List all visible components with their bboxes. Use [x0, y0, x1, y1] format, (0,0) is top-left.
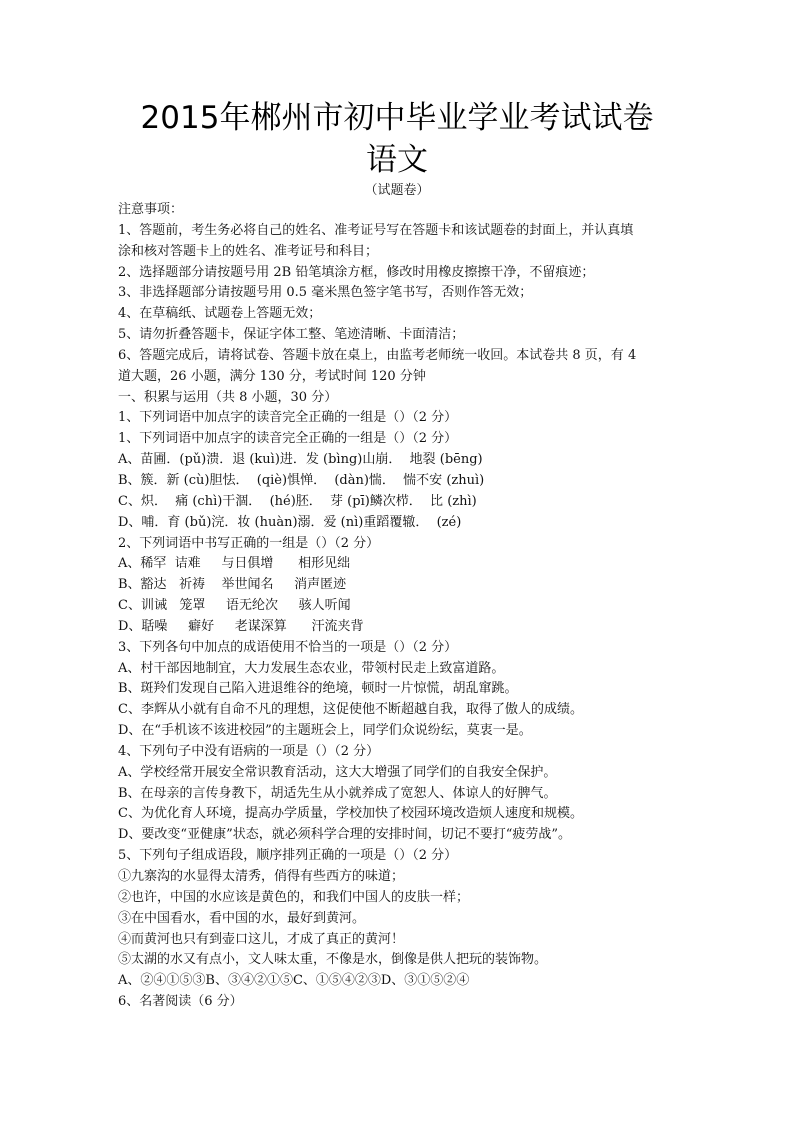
question-4-option-a: A、学校经常开展安全常识教育活动，这大大增强了同学们的自我安全保护。 — [118, 764, 557, 780]
section-heading: 一、积累与运用（共 8 小题，30 分） — [118, 389, 338, 405]
question-3-option-a: A、村干部因地制宜，大力发展生态农业，带领村民走上致富道路。 — [118, 660, 505, 676]
question-4-option-b: B、在母亲的言传身教下，胡适先生从小就养成了宽恕人、体谅人的好脾气。 — [118, 785, 557, 801]
paper-type-note: （试题卷） — [364, 183, 430, 198]
question-5-sentence-5: ⑤太湖的水又有点小，文人味太重，不像是水，倒像是供人把玩的装饰物。 — [118, 952, 548, 968]
question-4-option-c: C、为优化育人环境，提高办学质量，学校加快了校园环境改造烦人速度和规模。 — [118, 806, 583, 822]
question-5-stem: 5、下列句子组成语段，顺序排列正确的一项是（）（2 分） — [118, 848, 458, 864]
question-1-stem-repeat: 1、下列词语中加点字的读音完全正确的一组是（）（2 分） — [118, 431, 458, 447]
question-3-option-c: C、李辉从小就有自命不凡的理想，这促使他不断超越自我，取得了傲人的成绩。 — [118, 702, 583, 718]
notice-item-4: 4、在草稿纸、试题卷上答题无效； — [118, 306, 322, 322]
exam-content — [118, 200, 688, 1013]
notice-item-3: 3、非选择题部分请按题号用 0.5 毫米黑色签字笔书写，否则作答无效； — [118, 285, 533, 301]
question-5-sentence-2: ②也许，中国的水应该是黄色的，和我们中国人的皮肤一样； — [118, 889, 470, 905]
question-3-option-d: D、在“手机该不该进校园”的主题班会上，同学们众说纷纭，莫衷一是。 — [118, 723, 532, 739]
notice-item-1: 1、答题前，考生务必将自己的姓名、准考证号写在答题卡和该试题卷的封面上，并认真填 — [118, 222, 634, 238]
question-4-option-d: D、要改变“亚健康”状态，就必须科学合理的安排时间，切记不要打“疲劳战”。 — [118, 827, 572, 843]
subject-title: 语文 — [366, 142, 428, 178]
notice-item-2: 2、选择题部分请按题号用 2B 铅笔填涂方框，修改时用橡皮擦擦干净，不留痕迹； — [118, 264, 595, 280]
question-2-option-b: B、豁达 祈祷 举世闻名 消声匿迹 — [118, 577, 347, 593]
question-2-option-a: A、稀罕 诘难 与日俱增 相形见绌 — [118, 556, 351, 572]
notice-item-6: 6、答题完成后，请将试卷、答题卡放在桌上，由监考老师统一收回。本试卷共 8 页，有 4 — [118, 347, 637, 363]
notice-item-5: 5、请勿折叠答题卡，保证字体工整、笔迹清晰、卡面清洁； — [118, 327, 465, 343]
question-4-stem: 4、下列句子中没有语病的一项是（）（2 分） — [118, 743, 380, 759]
question-2-option-c: C、训诫 笼罩 语无纶次 骇人听闻 — [118, 598, 351, 614]
notice-heading: 注意事项： — [118, 202, 184, 217]
question-5-sentence-1: ①九寨沟的水显得太清秀，俏得有些西方的味道； — [118, 869, 405, 884]
notice-item-1-cont: 涂和核对答题卡上的姓名、准考证号和科目； — [118, 243, 379, 259]
question-5-sentence-4: ④而黄河也只有到壶口这儿，才成了真正的黄河！ — [118, 931, 405, 947]
question-1-option-d: D、哺．育 (bǔ)浣．妆 (huàn)溺．爱 (nì)重蹈覆辙． (zé) — [118, 514, 462, 530]
question-5-options: A、②④①⑤③B、③④②①⑤C、①⑤④②③D、③①⑤②④ — [118, 973, 470, 989]
question-1-option-a: A、苗圃．(pǔ)溃．退 (kuì)进．发 (bìng)山崩． 地裂 (bēng) — [118, 452, 483, 468]
question-3-option-b: B、斑羚们发现自己陷入进退维谷的绝境，顿时一片惊慌，胡乱窜跳。 — [118, 681, 518, 697]
question-1-option-c: C、炽． 痛 (chì)干涸． (hé)胚． 芽 (pī)鳞次栉． 比 (zhì) — [118, 493, 477, 509]
question-1-option-b: B、簇．新 (cù)胆怯． (qiè)惧惮． (dàn)惴． 惴不安 (zhuì) — [118, 472, 485, 488]
question-2-stem: 2、下列词语中书写正确的一组是（）（2 分） — [118, 535, 380, 551]
exam-title: 2015年郴州市初中毕业学业考试试卷 — [140, 100, 654, 136]
question-5-sentence-3: ③在中国看水，看中国的水，最好到黄河。 — [118, 910, 366, 926]
notice-item-6-cont: 道大题，26 小题，满分 130 分，考试时间 120 分钟 — [118, 368, 426, 384]
question-3-stem: 3、下列各句中加点的成语使用不恰当的一项是（）（2 分） — [118, 639, 458, 655]
question-2-option-d: D、聒噪 癖好 老谋深算 汗流夹背 — [118, 618, 364, 634]
question-1-stem: 1、下列词语中加点字的读音完全正确的一组是（）（2 分） — [118, 410, 458, 426]
question-6-stem: 6、名著阅读（6 分） — [118, 994, 243, 1010]
